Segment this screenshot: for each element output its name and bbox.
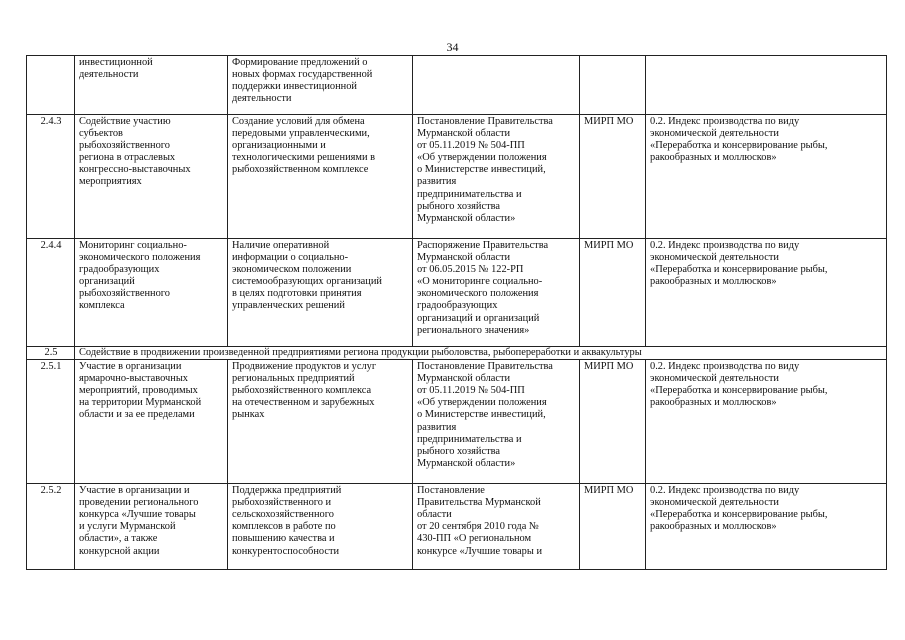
cell-line: развития: [417, 176, 457, 188]
responsible-body-cell: МИРП МО: [580, 484, 646, 570]
cell-line: градообразующих: [79, 264, 160, 276]
activity-name-cell: [75, 360, 228, 484]
responsible-body-cell: МИРП МО: [580, 360, 646, 484]
cell-line: ярмарочно-выставочных: [79, 373, 188, 385]
cell-line: «Переработка и консервирование рыбы,: [650, 264, 828, 276]
cell-line: ракообразных и моллюсков»: [650, 276, 777, 288]
table-row: [27, 239, 887, 347]
expected-result-cell: [228, 115, 413, 239]
cell-line: 0.2. Индекс производства по виду: [650, 485, 800, 497]
activity-name-cell: [75, 56, 228, 115]
cell-line: Распоряжение Правительства: [417, 240, 549, 251]
section-number: 2.5: [27, 347, 75, 360]
expected-result-cell: [228, 360, 413, 484]
legal-basis-cell: [413, 115, 580, 239]
cell-line: от 06.05.2015 № 122-РП: [417, 264, 524, 276]
cell-line: предпринимательства и: [417, 433, 522, 445]
cell-line: рыбного хозяйства: [417, 200, 500, 212]
row-number: 2.5.1: [27, 360, 75, 484]
cell-line: рыбохозяйственного: [79, 140, 170, 152]
table-row: [27, 115, 887, 239]
cell-line: Мурманской области: [417, 128, 511, 140]
cell-line: на территории Мурманской: [79, 397, 202, 409]
cell-line: системообразующих организаций: [232, 276, 382, 288]
expected-result-cell: [228, 56, 413, 115]
legal-basis-cell: [413, 56, 580, 115]
responsible-body-cell: МИРП МО: [580, 115, 646, 239]
cell-line: в целях подготовки принятия: [232, 288, 362, 300]
table-body-top: [27, 56, 887, 347]
cell-line: ракообразных и моллюсков»: [650, 521, 777, 533]
row-number: 2.4.3: [27, 115, 75, 239]
cell-line: предпринимательства и: [417, 188, 522, 200]
cell-line: 430-ПП «О региональном: [417, 533, 532, 545]
cell-line: передовыми управленческими,: [232, 128, 370, 140]
target-indicator-cell: [646, 115, 887, 239]
cell-line: Формирование предложений о: [232, 57, 368, 68]
cell-line: организационными и: [232, 140, 326, 152]
cell-line: 0.2. Индекс производства по виду: [650, 116, 800, 127]
cell-line: информации о социально-: [232, 252, 349, 264]
cell-line: 0.2. Индекс производства по виду: [650, 361, 800, 373]
expected-result-cell: [228, 484, 413, 570]
cell-line: деятельности: [232, 93, 292, 105]
cell-line: региональных предприятий: [232, 373, 355, 385]
target-indicator-cell: [646, 360, 887, 484]
section-row-group: [27, 347, 887, 360]
target-indicator-cell: [646, 56, 887, 115]
cell-line: Постановление Правительства: [417, 361, 553, 373]
cell-line: Участие в организации: [79, 361, 182, 373]
cell-line: повышению качества и: [232, 533, 335, 545]
cell-line: «Переработка и консервирование рыбы,: [650, 385, 828, 397]
cell-line: экономического положения: [79, 252, 201, 264]
cell-line: экономической деятельности: [650, 497, 779, 509]
cell-line: региона в отраслевых: [79, 152, 176, 164]
activity-name-cell: [75, 484, 228, 570]
cell-line: области», а также: [79, 533, 158, 545]
cell-line: проведении регионального: [79, 497, 199, 509]
cell-line: субъектов: [79, 128, 123, 140]
cell-line: экономического положения: [417, 288, 539, 300]
cell-line: экономической деятельности: [650, 373, 779, 385]
cell-line: рыбохозяйственного комплекса: [232, 385, 372, 397]
cell-line: мероприятий, проводимых: [79, 385, 198, 397]
cell-line: рыбного хозяйства: [417, 445, 500, 457]
cell-line: управленческих решений: [232, 300, 345, 312]
cell-line: «Об утверждении положения: [417, 397, 547, 409]
cell-line: комплексов в работе по: [232, 521, 336, 533]
cell-line: «О мониторинге социально-: [417, 276, 543, 288]
cell-line: рыбохозяйственного: [79, 288, 170, 300]
cell-line: рыбохозяйственном комплексе: [232, 164, 369, 176]
cell-line: конкурсе «Лучшие товары и: [417, 545, 543, 557]
cell-line: регионального значения»: [417, 324, 530, 336]
table-row: [27, 484, 887, 570]
cell-line: Мурманской области: [417, 252, 511, 264]
row-number: 2.4.4: [27, 239, 75, 347]
legal-basis-cell: [413, 360, 580, 484]
cell-line: градообразующих: [417, 300, 498, 312]
page-number: 34: [446, 40, 459, 54]
cell-line: о Министерстве инвестиций,: [417, 164, 546, 176]
responsible-body-cell: [580, 56, 646, 115]
cell-line: области: [417, 509, 452, 521]
cell-line: технологическими решениями в: [232, 152, 376, 164]
cell-line: и услуги Мурманской: [79, 521, 176, 533]
row-number: [27, 56, 75, 115]
cell-line: новых формах государственной: [232, 69, 373, 81]
cell-line: «Переработка и консервирование рыбы,: [650, 140, 828, 152]
cell-line: Мурманской области»: [417, 212, 516, 224]
legal-basis-cell: [413, 484, 580, 570]
cell-line: экономическом положении: [232, 264, 352, 276]
cell-line: области и за ее пределами: [79, 409, 195, 421]
cell-line: рынках: [232, 409, 265, 421]
target-indicator-cell: [646, 484, 887, 570]
cell-line: «Переработка и консервирование рыбы,: [650, 509, 828, 521]
cell-line: конкурентоспособности: [232, 545, 340, 557]
cell-line: от 05.11.2019 № 504-ПП: [417, 385, 525, 397]
cell-line: Мурманской области: [417, 373, 511, 385]
cell-line: ракообразных и моллюсков»: [650, 397, 777, 409]
cell-line: экономической деятельности: [650, 128, 779, 140]
responsible-body-cell: МИРП МО: [580, 239, 646, 347]
cell-line: от 20 сентября 2010 года №: [417, 521, 539, 533]
cell-line: ракообразных и моллюсков»: [650, 152, 777, 164]
cell-line: на отечественном и зарубежных: [232, 397, 375, 409]
activity-name-cell: [75, 239, 228, 347]
cell-line: от 05.11.2019 № 504-ПП: [417, 140, 525, 152]
cell-line: Создание условий для обмена: [232, 116, 365, 127]
cell-line: Участие в организации и: [79, 485, 190, 497]
target-indicator-cell: [646, 239, 887, 347]
cell-line: рыбохозяйственного и: [232, 497, 332, 509]
cell-line: организаций и организаций: [417, 312, 540, 324]
legal-basis-cell: [413, 239, 580, 347]
cell-line: Правительства Мурманской: [417, 497, 541, 509]
cell-line: Мониторинг социально-: [79, 240, 187, 251]
cell-line: организаций: [79, 276, 135, 288]
cell-line: Поддержка предприятий: [232, 485, 342, 497]
cell-line: Продвижение продуктов и услуг: [232, 361, 377, 373]
expected-result-cell: [228, 239, 413, 347]
table-body-bottom: [27, 360, 887, 570]
cell-line: сельскохозяйственного: [232, 509, 334, 521]
cell-line: мероприятиях: [79, 176, 142, 188]
cell-line: Наличие оперативной: [232, 240, 330, 251]
row-number: 2.5.2: [27, 484, 75, 570]
table-row: [27, 360, 887, 484]
cell-line: 0.2. Индекс производства по виду: [650, 240, 800, 251]
table-row: [27, 56, 887, 115]
cell-line: Постановление: [417, 485, 485, 497]
cell-line: конгрессно-выставочных: [79, 164, 191, 176]
section-row: [27, 347, 887, 360]
cell-line: Мурманской области»: [417, 457, 516, 469]
cell-line: о Министерстве инвестиций,: [417, 409, 546, 421]
cell-line: поддержки инвестиционной: [232, 81, 357, 93]
cell-line: конкурсной акции: [79, 545, 160, 557]
cell-line: инвестиционной: [79, 57, 153, 68]
cell-line: конкурса «Лучшие товары: [79, 509, 196, 521]
cell-line: комплекса: [79, 300, 125, 312]
cell-line: Постановление Правительства: [417, 116, 553, 127]
cell-line: Содействие участию: [79, 116, 171, 127]
activity-name-cell: [75, 115, 228, 239]
measures-table: [26, 55, 887, 570]
cell-line: «Об утверждении положения: [417, 152, 547, 164]
cell-line: деятельности: [79, 69, 139, 81]
section-title: Содействие в продвижении произведенной предприятиями региона продукции рыболовства, рыбопереработки и аквакультуры: [75, 347, 887, 360]
cell-line: развития: [417, 421, 457, 433]
cell-line: экономической деятельности: [650, 252, 779, 264]
